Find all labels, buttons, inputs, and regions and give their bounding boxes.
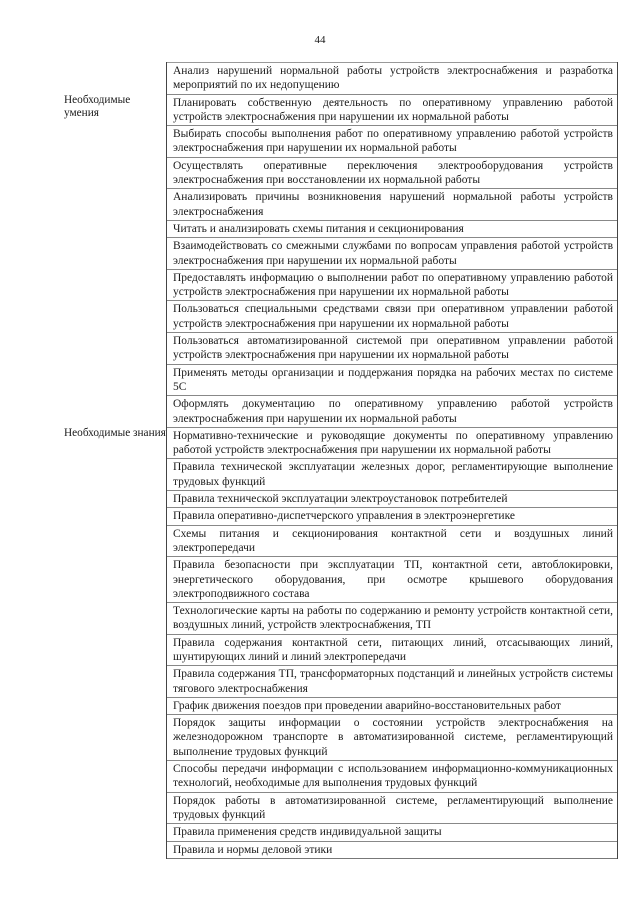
requirement-item: Правила и нормы деловой этики: [167, 841, 617, 859]
requirement-item: Осуществлять оперативные переключения электрооборудования устройств электроснабжения при восстановлении их нормальной работы: [167, 157, 617, 189]
table-cell-container: [167, 220, 618, 237]
requirement-item: Читать и анализировать схемы питания и секционирования: [167, 220, 617, 237]
requirement-item: Правила безопасности при эксплуатации ТП, контактной сети, автоблокировки, энергетического оборудования, при осмотре крышевого оборудования электроподвижного состава: [167, 556, 617, 602]
table-row: [62, 94, 618, 126]
requirement-item: Правила содержания ТП, трансформаторных подстанций и линейных устройств системы тягового электроснабжения: [167, 665, 617, 697]
table-cell-container: [167, 760, 618, 792]
requirement-item: Правила оперативно-диспетчерского управления в электроэнергетике: [167, 507, 617, 524]
table-cell-container: [167, 792, 618, 824]
requirement-item: Выбирать способы выполнения работ по оперативному управлению работой устройств электроснабжения при нарушении их нормальной работы: [167, 125, 617, 157]
section-label: [62, 62, 167, 94]
requirement-item: График движения поездов при проведении аварийно-восстановительных работ: [167, 697, 617, 714]
table-cell-container: [167, 697, 618, 714]
requirement-item: Правила содержания контактной сети, питающих линий, отсасывающих линий, шунтирующих линий и линий электропередачи: [167, 634, 617, 666]
section-label: Необходимые умения: [64, 93, 131, 119]
requirement-item: Порядок защиты информации о состоянии устройств электроснабжения на железнодорожном транспорте в автоматизированной системе, регламентирующий выполнение трудовых функций: [167, 714, 617, 760]
requirement-item: Применять методы организации и поддержания порядка на рабочих местах по системе 5С: [167, 364, 617, 396]
table-cell-container: [167, 157, 618, 189]
table-cell-container: [167, 237, 618, 269]
table-cell-container: [167, 556, 618, 602]
requirement-item: Пользоваться автоматизированной системой при оперативном управлении работой устройств электроснабжения при нарушении их нормальной работы: [167, 332, 617, 364]
requirement-item: Пользоваться специальными средствами связи при оперативном управлении работой устройств электроснабжения при нарушении их нормальной работы: [167, 300, 617, 332]
table-cell-container: [167, 458, 618, 490]
table-cell-container: [167, 665, 618, 697]
requirement-item: Правила технической эксплуатации электроустановок потребителей: [167, 490, 617, 507]
requirement-item: Оформлять документацию по оперативному управлению работой устройств электроснабжения при нарушении их нормальной работы: [167, 395, 617, 427]
table-cell-container: [167, 823, 618, 840]
table-cell-container: [167, 841, 618, 859]
requirement-item: Предоставлять информацию о выполнении работ по оперативному управлению работой устройств электроснабжения при нарушении их нормальной работы: [167, 269, 617, 301]
table-cell-container: [167, 62, 618, 94]
section-label: Необходимые знания: [64, 426, 166, 439]
table-cell-container: [167, 490, 618, 507]
requirement-item: Порядок работы в автоматизированной системе, регламентирующий выполнение трудовых функций: [167, 792, 617, 824]
requirement-item: Способы передачи информации с использованием информационно-коммуникационных технологий, необходимые для выполнения трудовых функций: [167, 760, 617, 792]
requirement-item: Взаимодействовать со смежными службами по вопросам управления работой устройств электроснабжения при нарушении их нормальной работы: [167, 237, 617, 269]
table-row: [62, 427, 618, 459]
competency-table: [62, 62, 618, 859]
requirement-item: Схемы питания и секционирования контактной сети и воздушных линий электропередачи: [167, 525, 617, 557]
table-cell-container: [167, 525, 618, 557]
table-cell-container: [167, 332, 618, 364]
requirement-item: Правила технической эксплуатации железных дорог, регламентирующие выполнение трудовых функций: [167, 458, 617, 490]
requirement-item: Планировать собственную деятельность по оперативному управлению работой устройств электроснабжения при нарушении их нормальной работы: [167, 94, 617, 126]
table-cell-container: [167, 714, 618, 760]
table-cell-container: [167, 94, 618, 126]
table-cell-container: [167, 125, 618, 157]
table-cell-container: [167, 300, 618, 332]
requirement-item: Правила применения средств индивидуальной защиты: [167, 823, 617, 840]
table-cell-container: [167, 634, 618, 666]
page-number: 44: [314, 34, 326, 46]
table-body: [62, 62, 618, 859]
requirement-item: Нормативно-технические и руководящие документы по оперативному управлению работой устройств электроснабжения при нарушении их нормальной работы: [167, 427, 617, 459]
table-cell-container: [167, 188, 618, 220]
requirement-item: Технологические карты на работы по содержанию и ремонту устройств контактной сети, воздушных линий, устройств электроснабжения, ТП: [167, 602, 617, 634]
table-row: [62, 62, 618, 94]
table-cell-container: [167, 427, 618, 459]
requirement-item: Анализировать причины возникновения нарушений нормальной работы устройств электроснабжения: [167, 188, 617, 220]
table-cell-container: [167, 507, 618, 524]
table-cell-container: [167, 602, 618, 634]
requirement-item: Анализ нарушений нормальной работы устройств электроснабжения и разработка мероприятий по их недопущению: [167, 62, 617, 94]
table-cell-container: [167, 395, 618, 427]
table-cell-container: [167, 269, 618, 301]
table-cell-container: [167, 364, 618, 396]
